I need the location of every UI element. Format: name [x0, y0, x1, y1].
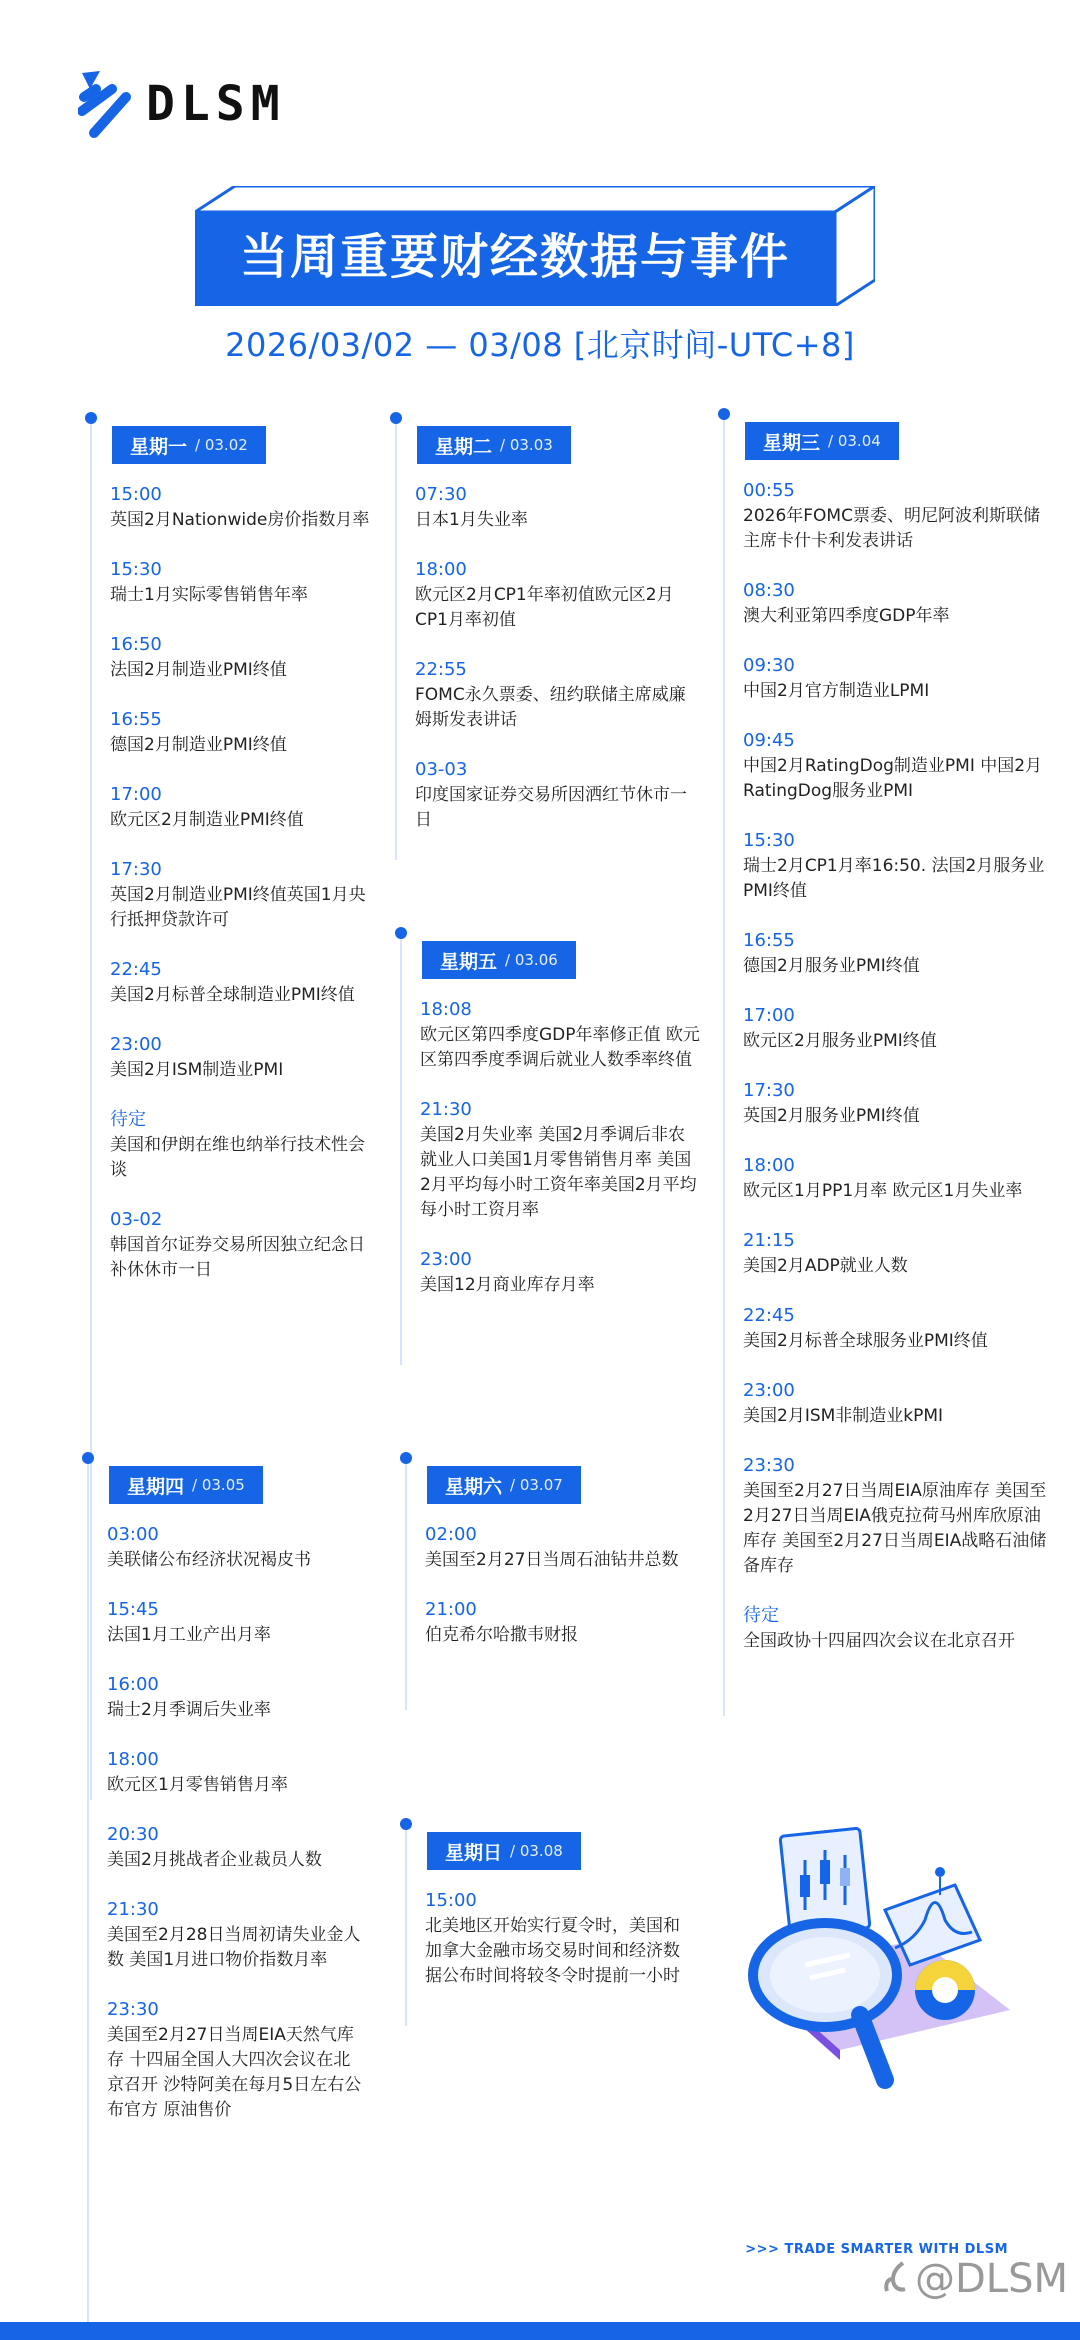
day-name: 星期三 — [763, 431, 821, 454]
event-item — [107, 1822, 367, 1873]
event-desc: 美国至2月28日当周初请失业金人数 美国1月进口物价指数月率 — [107, 1925, 361, 1970]
event-desc: 法国1月工业产出月率 — [107, 1625, 271, 1645]
event-time: 22:45 — [743, 1305, 795, 1326]
day-name: 星期六 — [445, 1475, 503, 1498]
event-time: 18:00 — [107, 1749, 159, 1770]
day-tuesday — [395, 412, 695, 852]
event-item — [110, 632, 370, 683]
date-range: 2026/03/02 — 03/08 [北京时间-UTC+8] — [225, 326, 855, 364]
event-list — [425, 1888, 685, 2013]
event-desc: 全国政协十四届四次会议在北京召开 — [743, 1631, 1015, 1651]
event-item — [110, 1107, 370, 1183]
event-item — [743, 653, 1053, 704]
watermark — [881, 2256, 1068, 2302]
event-item — [743, 1303, 1053, 1354]
event-desc: 中国2月官方制造业LPMI — [743, 681, 930, 701]
event-desc: 瑞士2月CP1月率16:50. 法国2月服务业PMI终值 — [743, 856, 1045, 901]
event-item — [743, 828, 1053, 904]
title-banner — [195, 186, 875, 306]
event-time: 待定 — [743, 1605, 779, 1626]
event-item — [107, 1897, 367, 1973]
event-desc: 2026年FOMC票委、明尼阿波利斯联储主席卡什卡利发表讲话 — [743, 506, 1040, 551]
event-time: 17:30 — [743, 1080, 795, 1101]
event-desc: 欧元区2月服务业PMI终值 — [743, 1031, 937, 1051]
event-time: 22:45 — [110, 959, 162, 980]
event-time: 03-02 — [110, 1209, 163, 1230]
event-item — [425, 1888, 685, 1989]
event-desc: 美国12月商业库存月率 — [420, 1275, 595, 1295]
event-item — [107, 1522, 367, 1573]
day-label — [109, 1466, 263, 1504]
event-item — [110, 707, 370, 758]
event-item — [743, 478, 1053, 554]
event-list — [110, 482, 370, 1307]
event-desc: 美国2月ISM非制造业kPMI — [743, 1406, 944, 1426]
day-date: / 03.08 — [510, 1842, 563, 1860]
event-time: 21:30 — [107, 1899, 159, 1920]
day-date: / 03.02 — [195, 436, 248, 454]
event-desc: 欧元区第四季度GDP年率修正值 欧元区第四季度季调后就业人数季率终值 — [420, 1025, 700, 1070]
event-desc: 英国2月服务业PMI终值 — [743, 1106, 920, 1126]
event-item — [743, 728, 1053, 804]
event-item — [743, 1453, 1053, 1579]
event-desc: 德国2月服务业PMI终值 — [743, 956, 920, 976]
timeline-dot — [390, 412, 402, 424]
day-date: / 03.04 — [828, 432, 881, 450]
event-item — [743, 1228, 1053, 1279]
bottom-accent-bar — [0, 2322, 1080, 2340]
event-time: 20:30 — [107, 1824, 159, 1845]
event-time: 09:30 — [743, 655, 795, 676]
event-item — [415, 557, 695, 633]
day-saturday — [405, 1452, 705, 1702]
event-time: 23:00 — [420, 1249, 472, 1270]
event-time: 15:30 — [743, 830, 795, 851]
day-label — [112, 426, 266, 464]
event-time: 03:00 — [107, 1524, 159, 1545]
event-item — [743, 578, 1053, 629]
event-item — [110, 857, 370, 933]
event-time: 16:00 — [107, 1674, 159, 1695]
event-item — [110, 1032, 370, 1083]
timeline-dot — [395, 927, 407, 939]
event-desc: 英国2月制造业PMI终值英国1月央行抵押贷款许可 — [110, 885, 366, 930]
day-date: / 03.05 — [192, 1476, 245, 1494]
event-desc: 韩国首尔证券交易所因独立纪念日 补休休市一日 — [110, 1235, 365, 1280]
event-item — [110, 557, 370, 608]
event-time: 18:00 — [743, 1155, 795, 1176]
event-item — [425, 1522, 705, 1573]
event-item — [420, 1247, 700, 1298]
day-name: 星期四 — [127, 1475, 185, 1498]
event-time: 16:50 — [110, 634, 162, 655]
event-desc: 美国2月标普全球制造业PMI终值 — [110, 985, 355, 1005]
day-name: 星期一 — [130, 435, 188, 458]
day-label — [417, 426, 571, 464]
event-time: 23:30 — [743, 1455, 795, 1476]
event-time: 15:00 — [110, 484, 162, 505]
finance-illustration — [710, 1820, 1040, 2120]
event-desc: 美联储公布经济状况褐皮书 — [107, 1550, 311, 1570]
event-desc: 欧元区1月零售销售月率 — [107, 1775, 288, 1795]
event-time: 23:30 — [107, 1999, 159, 2020]
event-time: 09:45 — [743, 730, 795, 751]
event-time: 23:00 — [743, 1380, 795, 1401]
day-name: 星期二 — [435, 435, 493, 458]
event-time: 23:00 — [110, 1034, 162, 1055]
event-desc: 美国至2月27日当周EIA天然气库存 十四届全国人大四次会议在北京召开 沙特阿美在每月5日左右公布官方 原油售价 — [107, 2025, 362, 2120]
event-desc: 美国2月标普全球服务业PMI终值 — [743, 1331, 988, 1351]
event-desc: 伯克希尔哈撒韦财报 — [425, 1625, 578, 1645]
event-time: 15:30 — [110, 559, 162, 580]
event-desc: 瑞士2月季调后失业率 — [107, 1700, 271, 1720]
event-time: 21:00 — [425, 1599, 477, 1620]
day-thursday — [87, 1452, 367, 2332]
event-time: 21:30 — [420, 1099, 472, 1120]
day-name: 星期日 — [445, 1841, 503, 1864]
event-time: 待定 — [110, 1109, 146, 1130]
event-desc: 美国2月失业率 美国2月季调后非农就业人口美国1月零售销售月率 美国2月平均每小时工资年率美国2月平均每小时工资月率 — [420, 1125, 697, 1220]
day-wednesday — [723, 408, 1053, 1708]
timeline-dot — [718, 408, 730, 420]
event-time: 03-03 — [415, 759, 468, 780]
event-desc: 欧元区2月制造业PMI终值 — [110, 810, 304, 830]
event-list — [420, 997, 700, 1322]
event-time: 18:08 — [420, 999, 472, 1020]
event-item — [110, 782, 370, 833]
brand-logo — [78, 64, 286, 144]
event-item — [743, 1078, 1053, 1129]
event-desc: 美国至2月27日当周石油钻井总数 — [425, 1550, 679, 1570]
event-list — [415, 482, 695, 857]
event-item — [743, 1153, 1053, 1204]
event-item — [743, 1003, 1053, 1054]
event-item — [420, 1097, 700, 1223]
event-desc: 印度国家证券交易所因洒红节休市一日 — [415, 785, 687, 830]
event-time: 15:00 — [425, 1890, 477, 1911]
event-item — [110, 482, 370, 533]
day-date: / 03.06 — [505, 951, 558, 969]
event-desc: FOMC永久票委、纽约联储主席威廉姆斯发表讲话 — [415, 685, 686, 730]
day-date: / 03.07 — [510, 1476, 563, 1494]
brand-name: DLSM — [146, 76, 286, 132]
event-desc: 美国至2月27日当周EIA原油库存 美国至2月27日当周EIA俄克拉荷马州库欣原油库存 美国至2月27日当周EIA战略石油储备库存 — [743, 1481, 1047, 1576]
event-item — [425, 1597, 705, 1648]
event-list — [425, 1522, 705, 1672]
event-desc: 美国2月ISM制造业PMI — [110, 1060, 284, 1080]
event-desc: 欧元区2月CP1年率初值欧元区2月CP1月率初值 — [415, 585, 674, 630]
event-time: 17:00 — [110, 784, 162, 805]
event-time: 15:45 — [107, 1599, 159, 1620]
event-item — [110, 1207, 370, 1283]
event-item — [743, 1603, 1053, 1654]
event-desc: 瑞士1月实际零售销售年率 — [110, 585, 308, 605]
day-label — [745, 422, 899, 460]
event-desc: 美国和伊朗在维也纳举行技术性会谈 — [110, 1135, 365, 1180]
event-time: 08:30 — [743, 580, 795, 601]
event-item — [110, 957, 370, 1008]
day-label — [422, 941, 576, 979]
event-desc: 美国2月ADP就业人数 — [743, 1256, 908, 1276]
event-time: 17:30 — [110, 859, 162, 880]
event-time: 22:55 — [415, 659, 467, 680]
event-item — [415, 482, 695, 533]
event-desc: 澳大利亚第四季度GDP年率 — [743, 606, 950, 626]
event-item — [420, 997, 700, 1073]
event-desc: 中国2月RatingDog制造业PMI 中国2月RatingDog服务业PMI — [743, 756, 1043, 801]
event-desc: 英国2月Nationwide房价指数月率 — [110, 510, 370, 530]
day-friday — [400, 927, 700, 1357]
event-desc: 欧元区1月PP1月率 欧元区1月失业率 — [743, 1181, 1023, 1201]
day-date: / 03.03 — [500, 436, 553, 454]
event-time: 16:55 — [110, 709, 162, 730]
event-item — [743, 1378, 1053, 1429]
timeline-dot — [82, 1452, 94, 1464]
event-list — [107, 1522, 367, 2147]
event-item — [743, 928, 1053, 979]
event-desc: 日本1月失业率 — [415, 510, 528, 530]
event-item — [415, 657, 695, 733]
magnifier-chart-icon — [710, 1820, 1040, 2120]
event-item — [107, 1997, 367, 2123]
day-name: 星期五 — [440, 950, 498, 973]
dlsm-logo-icon — [78, 67, 134, 141]
event-time: 18:00 — [415, 559, 467, 580]
event-item — [107, 1672, 367, 1723]
event-desc: 法国2月制造业PMI终值 — [110, 660, 287, 680]
event-time: 21:15 — [743, 1230, 795, 1251]
event-time: 16:55 — [743, 930, 795, 951]
day-label — [427, 1466, 581, 1504]
timeline-dot — [400, 1452, 412, 1464]
day-label — [427, 1832, 581, 1870]
event-time: 00:55 — [743, 480, 795, 501]
event-item — [107, 1747, 367, 1798]
event-time: 02:00 — [425, 1524, 477, 1545]
event-time: 07:30 — [415, 484, 467, 505]
event-desc: 北美地区开始实行夏令时，美国和加拿大金融市场交易时间和经济数据公布时间将较冬令时提前一小时 — [425, 1916, 680, 1986]
brand-slogan: >>> TRADE SMARTER WITH DLSM — [745, 2242, 1008, 2257]
event-time: 17:00 — [743, 1005, 795, 1026]
event-item — [107, 1597, 367, 1648]
day-sunday — [405, 1818, 685, 2018]
timeline-dot — [85, 412, 97, 424]
event-item — [415, 757, 695, 833]
platform-logo-icon — [881, 2259, 915, 2299]
event-desc: 德国2月制造业PMI终值 — [110, 735, 287, 755]
timeline-dot — [400, 1818, 412, 1830]
event-desc: 美国2月挑战者企业裁员人数 — [107, 1850, 322, 1870]
event-list — [743, 478, 1053, 1678]
watermark-text: @DLSM — [915, 2256, 1068, 2302]
page-title: 当周重要财经数据与事件 — [239, 229, 790, 285]
